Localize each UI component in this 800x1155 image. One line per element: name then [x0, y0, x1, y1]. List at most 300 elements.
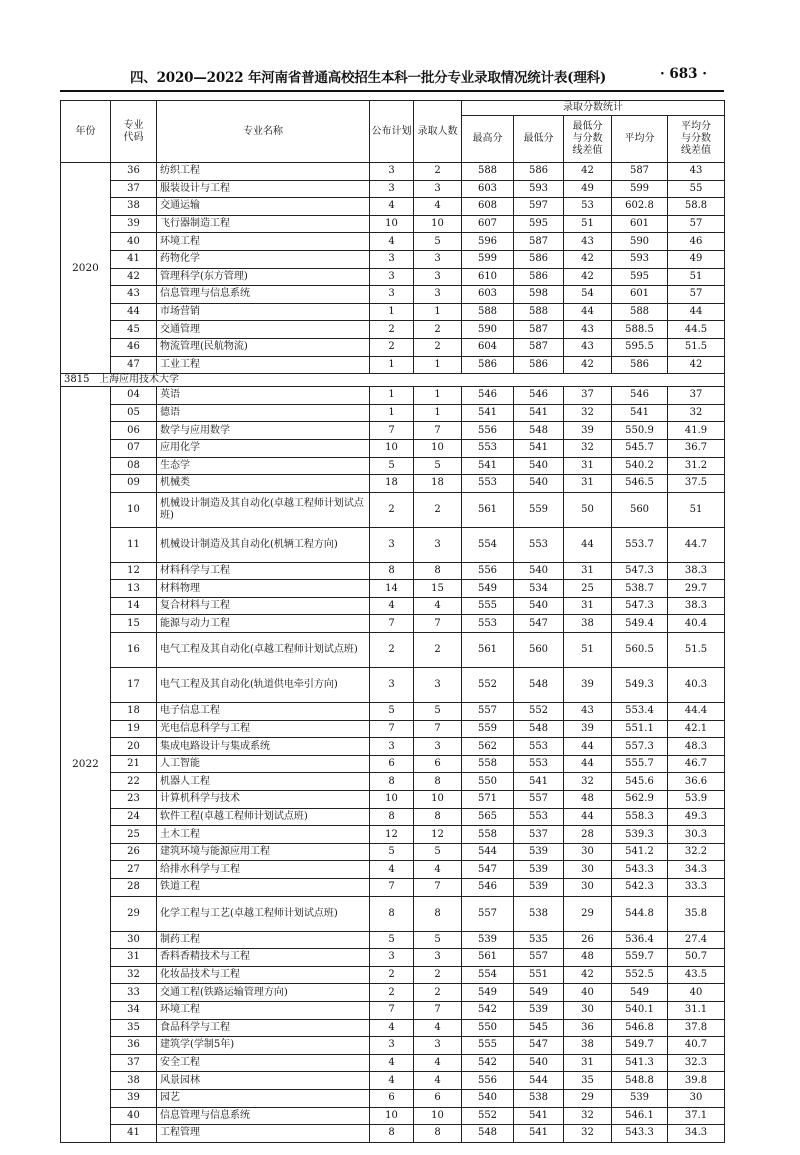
name-cell: 数学与应用数学	[157, 422, 370, 440]
admitted-cell: 5	[414, 457, 462, 475]
code-cell: 32	[111, 966, 157, 984]
max-cell: 555	[462, 1037, 514, 1055]
code-cell: 08	[111, 457, 157, 475]
plan-cell: 18	[370, 475, 414, 493]
max-cell: 610	[462, 268, 514, 286]
avg-diff-cell: 37	[668, 387, 725, 405]
min-diff-cell: 30	[564, 1001, 612, 1019]
code-cell: 28	[111, 879, 157, 897]
table-row	[61, 475, 725, 493]
table-row	[61, 896, 725, 931]
code-cell: 29	[111, 896, 157, 931]
avg-diff-cell: 46	[668, 233, 725, 251]
min-diff-cell: 38	[564, 615, 612, 633]
avg-diff-cell: 58.8	[668, 198, 725, 216]
school-row	[61, 374, 725, 387]
avg-diff-cell: 57	[668, 286, 725, 304]
code-cell: 19	[111, 720, 157, 738]
admitted-cell: 4	[414, 597, 462, 615]
code-cell: 26	[111, 843, 157, 861]
admitted-cell: 3	[414, 1037, 462, 1055]
name-cell: 化学工程与工艺(卓越工程师计划试点班)	[157, 896, 370, 931]
avg-cell: 548.8	[612, 1072, 668, 1090]
max-cell: 596	[462, 233, 514, 251]
avg-diff-cell: 57	[668, 215, 725, 233]
name-cell: 信息管理与信息系统	[157, 286, 370, 304]
code-cell: 43	[111, 286, 157, 304]
avg-diff-cell: 38.3	[668, 597, 725, 615]
table-row	[61, 527, 725, 562]
admission-table	[60, 100, 725, 1143]
year-cell: 2020	[61, 163, 111, 374]
max-cell: 540	[462, 1089, 514, 1107]
min-diff-cell: 32	[564, 1125, 612, 1143]
max-cell: 588	[462, 303, 514, 321]
table-row	[61, 422, 725, 440]
admitted-cell: 8	[414, 562, 462, 580]
max-cell: 571	[462, 791, 514, 809]
avg-diff-cell: 51	[668, 268, 725, 286]
avg-diff-cell: 46.7	[668, 755, 725, 773]
name-cell: 化妆品技术与工程	[157, 966, 370, 984]
avg-diff-cell: 37.5	[668, 475, 725, 493]
name-cell: 复合材料与工程	[157, 597, 370, 615]
admitted-cell: 10	[414, 215, 462, 233]
admitted-cell: 3	[414, 250, 462, 268]
avg-cell: 562.9	[612, 791, 668, 809]
plan-cell: 2	[370, 633, 414, 668]
min-cell: 541	[514, 1125, 564, 1143]
name-cell: 工程管理	[157, 1125, 370, 1143]
avg-diff-cell: 50.7	[668, 949, 725, 967]
code-cell: 12	[111, 562, 157, 580]
max-cell: 608	[462, 198, 514, 216]
table-row	[61, 615, 725, 633]
code-cell: 31	[111, 949, 157, 967]
name-cell: 应用化学	[157, 439, 370, 457]
table-row	[61, 949, 725, 967]
table-row	[61, 404, 725, 422]
plan-cell: 10	[370, 791, 414, 809]
admitted-cell: 6	[414, 755, 462, 773]
name-cell: 英语	[157, 387, 370, 405]
max-cell: 541	[462, 404, 514, 422]
min-diff-cell: 53	[564, 198, 612, 216]
min-cell: 540	[514, 1054, 564, 1072]
plan-cell: 1	[370, 387, 414, 405]
max-cell: 553	[462, 475, 514, 493]
admitted-cell: 2	[414, 633, 462, 668]
table-row	[61, 755, 725, 773]
name-cell: 市场营销	[157, 303, 370, 321]
min-diff-cell: 32	[564, 439, 612, 457]
name-cell: 土木工程	[157, 826, 370, 844]
admitted-cell: 18	[414, 475, 462, 493]
min-cell: 541	[514, 773, 564, 791]
admitted-cell: 4	[414, 198, 462, 216]
max-cell: 546	[462, 387, 514, 405]
name-cell: 德语	[157, 404, 370, 422]
code-cell: 30	[111, 931, 157, 949]
table-row	[61, 1037, 725, 1055]
avg-cell: 549.4	[612, 615, 668, 633]
avg-diff-cell: 29.7	[668, 580, 725, 598]
plan-cell: 7	[370, 615, 414, 633]
plan-cell: 7	[370, 879, 414, 897]
max-cell: 553	[462, 615, 514, 633]
min-diff-cell: 44	[564, 808, 612, 826]
code-cell: 37	[111, 1054, 157, 1072]
min-diff-cell: 51	[564, 215, 612, 233]
plan-cell: 6	[370, 1089, 414, 1107]
max-cell: 561	[462, 949, 514, 967]
table-row	[61, 356, 725, 374]
min-cell: 549	[514, 984, 564, 1002]
avg-cell: 558.3	[612, 808, 668, 826]
plan-cell: 7	[370, 422, 414, 440]
table-row	[61, 198, 725, 216]
max-cell: 544	[462, 843, 514, 861]
avg-cell: 593	[612, 250, 668, 268]
avg-cell: 602.8	[612, 198, 668, 216]
min-cell: 535	[514, 931, 564, 949]
max-cell: 561	[462, 492, 514, 527]
plan-cell: 3	[370, 738, 414, 756]
avg-diff-cell: 36.7	[668, 439, 725, 457]
max-cell: 549	[462, 580, 514, 598]
plan-cell: 1	[370, 404, 414, 422]
avg-diff-cell: 42	[668, 356, 725, 374]
avg-diff-cell: 49	[668, 250, 725, 268]
plan-cell: 10	[370, 215, 414, 233]
avg-diff-cell: 44	[668, 303, 725, 321]
table-row	[61, 1107, 725, 1125]
avg-diff-cell: 51.5	[668, 338, 725, 356]
name-cell: 服装设计与工程	[157, 180, 370, 198]
min-diff-cell: 48	[564, 949, 612, 967]
plan-cell: 2	[370, 338, 414, 356]
table-row	[61, 791, 725, 809]
avg-cell: 543.3	[612, 861, 668, 879]
min-diff-cell: 39	[564, 720, 612, 738]
avg-cell: 601	[612, 286, 668, 304]
max-cell: 603	[462, 286, 514, 304]
code-cell: 27	[111, 861, 157, 879]
page-header	[60, 64, 720, 86]
col-header-admitted: 录取人数	[414, 101, 462, 163]
name-cell: 机器人工程	[157, 773, 370, 791]
avg-diff-cell: 49.3	[668, 808, 725, 826]
header-rule	[60, 90, 724, 92]
name-cell: 集成电路设计与集成系统	[157, 738, 370, 756]
col-header-max: 最高分	[462, 116, 514, 163]
avg-diff-cell: 38.3	[668, 562, 725, 580]
avg-cell: 539.3	[612, 826, 668, 844]
admitted-cell: 3	[414, 527, 462, 562]
avg-cell: 544.8	[612, 896, 668, 931]
max-cell: 548	[462, 1125, 514, 1143]
avg-diff-cell: 31.1	[668, 1001, 725, 1019]
name-cell: 交通工程(铁路运输管理方向)	[157, 984, 370, 1002]
plan-cell: 8	[370, 1125, 414, 1143]
name-cell: 电气工程及其自动化(轨道供电牵引方向)	[157, 668, 370, 703]
max-cell: 546	[462, 879, 514, 897]
avg-cell: 559.7	[612, 949, 668, 967]
min-diff-cell: 35	[564, 1072, 612, 1090]
min-cell: 552	[514, 703, 564, 721]
avg-cell: 543.3	[612, 1125, 668, 1143]
code-cell: 46	[111, 338, 157, 356]
code-cell: 24	[111, 808, 157, 826]
admitted-cell: 15	[414, 580, 462, 598]
avg-cell: 546.1	[612, 1107, 668, 1125]
min-cell: 534	[514, 580, 564, 598]
admitted-cell: 8	[414, 896, 462, 931]
plan-cell: 3	[370, 286, 414, 304]
max-cell: 549	[462, 984, 514, 1002]
code-cell: 42	[111, 268, 157, 286]
min-diff-cell: 26	[564, 931, 612, 949]
max-cell: 550	[462, 1019, 514, 1037]
code-cell: 25	[111, 826, 157, 844]
code-cell: 44	[111, 303, 157, 321]
avg-diff-cell: 32.3	[668, 1054, 725, 1072]
max-cell: 561	[462, 633, 514, 668]
avg-diff-cell: 32.2	[668, 843, 725, 861]
year-cell: 2022	[61, 387, 111, 1143]
min-diff-cell: 49	[564, 180, 612, 198]
avg-diff-cell: 44.4	[668, 703, 725, 721]
max-cell: 539	[462, 931, 514, 949]
min-diff-cell: 42	[564, 163, 612, 181]
col-header-year: 年份	[61, 101, 111, 163]
code-cell: 17	[111, 668, 157, 703]
code-cell: 40	[111, 1107, 157, 1125]
min-cell: 586	[514, 250, 564, 268]
min-cell: 541	[514, 439, 564, 457]
col-header-plan: 公布计划	[370, 101, 414, 163]
code-cell: 05	[111, 404, 157, 422]
min-cell: 538	[514, 1089, 564, 1107]
plan-cell: 2	[370, 492, 414, 527]
code-cell: 11	[111, 527, 157, 562]
avg-diff-cell: 40.3	[668, 668, 725, 703]
min-diff-cell: 42	[564, 268, 612, 286]
col-header-stats-group: 录取分数统计	[462, 101, 725, 116]
code-cell: 40	[111, 233, 157, 251]
avg-diff-cell: 32	[668, 404, 725, 422]
admitted-cell: 3	[414, 949, 462, 967]
min-cell: 547	[514, 615, 564, 633]
code-cell: 10	[111, 492, 157, 527]
plan-cell: 3	[370, 163, 414, 181]
table-body	[61, 163, 725, 1143]
table-row	[61, 439, 725, 457]
plan-cell: 3	[370, 180, 414, 198]
min-diff-cell: 31	[564, 1054, 612, 1072]
max-cell: 604	[462, 338, 514, 356]
school-name: 3815 上海应用技术大学	[61, 374, 725, 387]
name-cell: 给排水科学与工程	[157, 861, 370, 879]
max-cell: 599	[462, 250, 514, 268]
min-cell: 587	[514, 233, 564, 251]
avg-cell: 595	[612, 268, 668, 286]
avg-diff-cell: 40.4	[668, 615, 725, 633]
name-cell: 计算机科学与技术	[157, 791, 370, 809]
plan-cell: 5	[370, 457, 414, 475]
avg-diff-cell: 39.8	[668, 1072, 725, 1090]
name-cell: 信息管理与信息系统	[157, 1107, 370, 1125]
avg-cell: 595.5	[612, 338, 668, 356]
min-cell: 586	[514, 356, 564, 374]
table-row	[61, 268, 725, 286]
plan-cell: 7	[370, 720, 414, 738]
min-cell: 587	[514, 321, 564, 339]
avg-diff-cell: 42.1	[668, 720, 725, 738]
admitted-cell: 1	[414, 356, 462, 374]
admitted-cell: 7	[414, 720, 462, 738]
admitted-cell: 3	[414, 668, 462, 703]
max-cell: 557	[462, 703, 514, 721]
table-row	[61, 250, 725, 268]
avg-cell: 547.3	[612, 597, 668, 615]
name-cell: 安全工程	[157, 1054, 370, 1072]
name-cell: 机械设计制造及其自动化(机辆工程方向)	[157, 527, 370, 562]
table-row	[61, 457, 725, 475]
plan-cell: 8	[370, 896, 414, 931]
min-diff-cell: 32	[564, 773, 612, 791]
plan-cell: 3	[370, 1037, 414, 1055]
avg-cell: 547.3	[612, 562, 668, 580]
admitted-cell: 5	[414, 233, 462, 251]
max-cell: 557	[462, 896, 514, 931]
plan-cell: 6	[370, 755, 414, 773]
avg-cell: 545.6	[612, 773, 668, 791]
min-diff-cell: 31	[564, 562, 612, 580]
avg-diff-cell: 31.2	[668, 457, 725, 475]
avg-cell: 541	[612, 404, 668, 422]
max-cell: 559	[462, 720, 514, 738]
avg-diff-cell: 37.1	[668, 1107, 725, 1125]
code-cell: 16	[111, 633, 157, 668]
code-cell: 41	[111, 1125, 157, 1143]
table-row	[61, 879, 725, 897]
name-cell: 电子信息工程	[157, 703, 370, 721]
avg-cell: 553.7	[612, 527, 668, 562]
min-diff-cell: 51	[564, 633, 612, 668]
min-cell: 540	[514, 475, 564, 493]
admitted-cell: 3	[414, 738, 462, 756]
min-cell: 560	[514, 633, 564, 668]
code-cell: 06	[111, 422, 157, 440]
code-cell: 20	[111, 738, 157, 756]
table-row	[61, 215, 725, 233]
max-cell: 556	[462, 1072, 514, 1090]
max-cell: 541	[462, 457, 514, 475]
code-cell: 34	[111, 1001, 157, 1019]
avg-diff-cell: 51	[668, 492, 725, 527]
table-row	[61, 580, 725, 598]
table-row	[61, 773, 725, 791]
table-row	[61, 1019, 725, 1037]
avg-diff-cell: 34.3	[668, 861, 725, 879]
avg-cell: 557.3	[612, 738, 668, 756]
plan-cell: 8	[370, 562, 414, 580]
admitted-cell: 3	[414, 286, 462, 304]
code-cell: 39	[111, 215, 157, 233]
avg-cell: 555.7	[612, 755, 668, 773]
name-cell: 光电信息科学与工程	[157, 720, 370, 738]
admitted-cell: 5	[414, 843, 462, 861]
table-row	[61, 1125, 725, 1143]
min-cell: 539	[514, 1001, 564, 1019]
plan-cell: 2	[370, 321, 414, 339]
code-cell: 09	[111, 475, 157, 493]
min-cell: 559	[514, 492, 564, 527]
name-cell: 能源与动力工程	[157, 615, 370, 633]
max-cell: 590	[462, 321, 514, 339]
table-row	[61, 1072, 725, 1090]
code-cell: 21	[111, 755, 157, 773]
min-cell: 537	[514, 826, 564, 844]
admitted-cell: 2	[414, 338, 462, 356]
col-header-avg: 平均分	[612, 116, 668, 163]
table-row	[61, 703, 725, 721]
min-diff-cell: 29	[564, 1089, 612, 1107]
avg-diff-cell: 40.7	[668, 1037, 725, 1055]
avg-cell: 588	[612, 303, 668, 321]
avg-cell: 549	[612, 984, 668, 1002]
avg-diff-cell: 33.3	[668, 879, 725, 897]
code-cell: 41	[111, 250, 157, 268]
min-diff-cell: 39	[564, 668, 612, 703]
col-header-name: 专业名称	[157, 101, 370, 163]
min-cell: 557	[514, 791, 564, 809]
avg-diff-cell: 30	[668, 1089, 725, 1107]
code-cell: 07	[111, 439, 157, 457]
admitted-cell: 10	[414, 1107, 462, 1125]
max-cell: 558	[462, 755, 514, 773]
name-cell: 管理科学(东方管理)	[157, 268, 370, 286]
max-cell: 556	[462, 562, 514, 580]
col-header-code: 专业 代码	[111, 101, 157, 163]
plan-cell: 1	[370, 303, 414, 321]
code-cell: 33	[111, 984, 157, 1002]
avg-cell: 538.7	[612, 580, 668, 598]
col-header-min: 最低分	[514, 116, 564, 163]
plan-cell: 1	[370, 356, 414, 374]
min-cell: 598	[514, 286, 564, 304]
avg-cell: 536.4	[612, 931, 668, 949]
name-cell: 药物化学	[157, 250, 370, 268]
min-diff-cell: 43	[564, 338, 612, 356]
table-row	[61, 1089, 725, 1107]
admitted-cell: 2	[414, 163, 462, 181]
min-cell: 541	[514, 1107, 564, 1125]
table-row	[61, 861, 725, 879]
max-cell: 562	[462, 738, 514, 756]
page-title: 四、2020—2022 年河南省普通高校招生本科一批分专业录取情况统计表(理科)	[130, 70, 607, 86]
code-cell: 47	[111, 356, 157, 374]
max-cell: 586	[462, 356, 514, 374]
avg-diff-cell: 36.6	[668, 773, 725, 791]
plan-cell: 3	[370, 527, 414, 562]
avg-cell: 540.1	[612, 1001, 668, 1019]
min-cell: 538	[514, 896, 564, 931]
code-cell: 38	[111, 1072, 157, 1090]
code-cell: 35	[111, 1019, 157, 1037]
avg-diff-cell: 30.3	[668, 826, 725, 844]
